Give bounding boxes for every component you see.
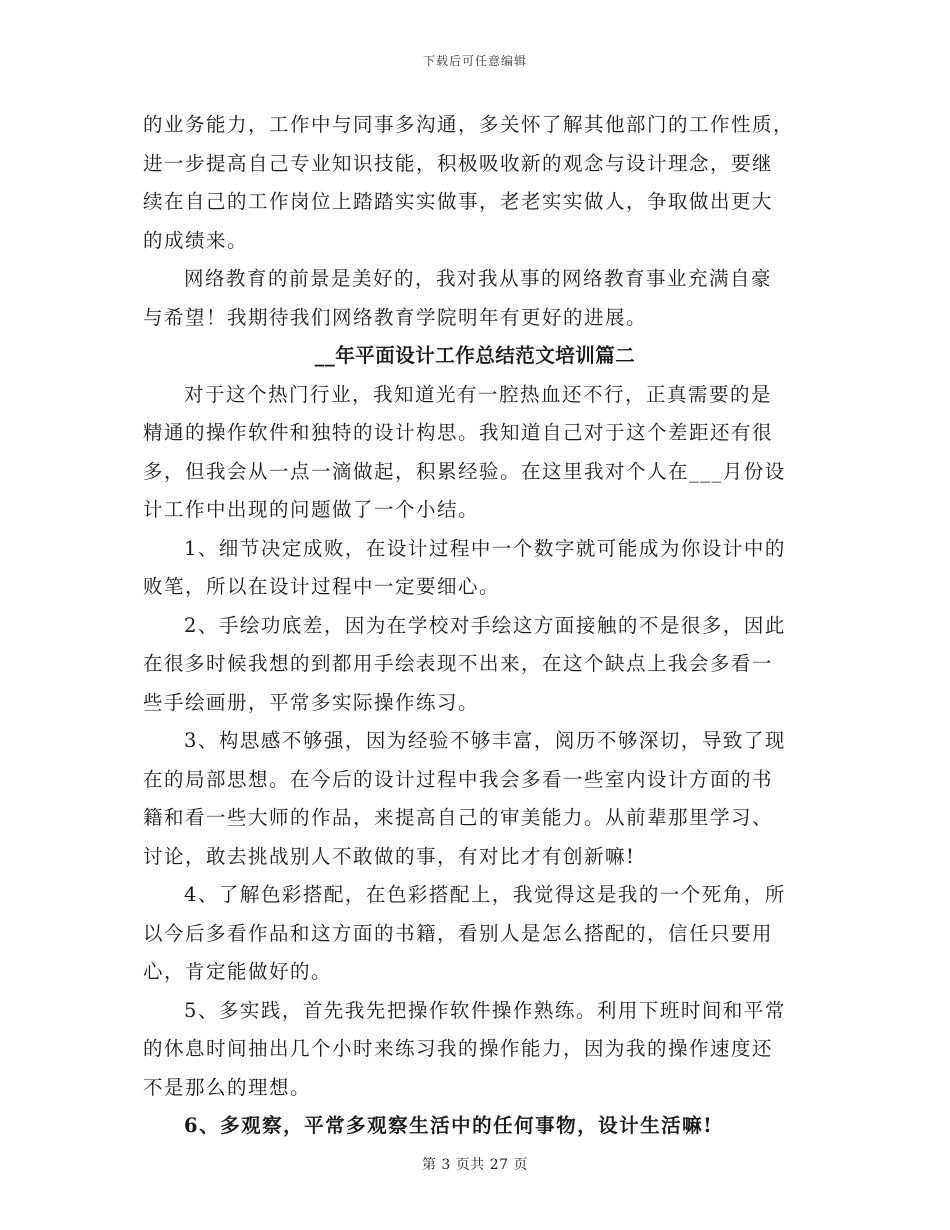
text-line: 的休息时间抽出几个小时来练习我的操作能力，因为我的操作速度还 (143, 1037, 774, 1060)
text-line: 以今后多看作品和这方面的书籍，看别人是怎么搭配的，信任只要用 (143, 921, 774, 945)
text-line: 1、细节决定成败，在设计过程中一个数字就可能成为你设计中的 (184, 536, 786, 560)
text-line: 5、多实践，首先我先把操作软件操作熟练。利用下班时间和平常 (184, 998, 786, 1022)
page-header: 下载后可任意编辑 (422, 54, 527, 68)
text-line: 不是那么的理想。 (143, 1075, 312, 1099)
text-line: 多，但我会从一点一滴做起，积累经验。在这里我对个人在___月份设 (143, 459, 786, 483)
text-line: 6、多观察，平常多观察生活中的任何事物，设计生活嘛! (184, 1114, 714, 1137)
paragraph-continuation (143, 106, 807, 260)
paragraph-item-6 (143, 1107, 807, 1146)
text-line: 在很多时候我想的到都用手绘表现不出来，在这个缺点上我会多看一 (143, 652, 774, 675)
paragraph-intro (143, 376, 807, 530)
text-line: 计工作中出现的问题做了一个小结。 (143, 498, 480, 521)
heading-text: __年平面设计工作总结范文培训篇二 (314, 344, 636, 367)
section-heading (143, 337, 807, 376)
text-line: 与希望！我期待我们网络教育学院明年有更好的进展。 (143, 305, 648, 329)
text-line: 籍和看一些大师的作品，来提高自己的审美能力。从前辈那里学习、 (143, 806, 774, 829)
paragraph-outlook (143, 260, 807, 337)
text-line: 在的局部思想。在今后的设计过程中我会多看一些室内设计方面的书 (143, 767, 774, 791)
text-line: 进一步提高自己专业知识技能，积极吸收新的观念与设计理念，要继 (143, 151, 774, 175)
paragraph-item-3 (143, 722, 807, 876)
text-line: 续在自己的工作岗位上踏踏实实做事，老老实实做人，争取做出更大 (143, 190, 774, 213)
paragraph-item-4 (143, 876, 807, 992)
text-line: 对于这个热门行业，我知道光有一腔热血还不行，正真需要的是 (184, 382, 773, 406)
text-line: 些手绘画册，平常多实际操作练习。 (143, 690, 480, 714)
text-line: 心，肯定能做好的。 (143, 960, 333, 983)
text-line: 4、了解色彩搭配，在色彩搭配上，我觉得这是我的一个死角，所 (184, 883, 786, 906)
text-line: 的业务能力，工作中与同事多沟通，多关怀了解其他部门的工作性质， (143, 113, 795, 136)
text-line: 精通的操作软件和独特的设计构思。我知道自己对于这个差距还有很 (143, 421, 774, 444)
paragraph-item-1 (143, 530, 807, 607)
text-line: 讨论，敢去挑战别人不敢做的事，有对比才有创新嘛! (143, 844, 636, 868)
paragraph-item-2 (143, 607, 807, 723)
page-footer: 第 3 页共 27 页 (421, 1157, 529, 1173)
paragraph-item-5 (143, 992, 807, 1108)
text-line: 3、构思感不够强，因为经验不够丰富，阅历不够深切，导致了现 (184, 729, 786, 752)
document-body (143, 106, 807, 1146)
text-line: 败笔，所以在设计过程中一定要细心。 (143, 575, 501, 598)
text-line: 的成绩来。 (143, 228, 249, 252)
text-line: 网络教育的前景是美好的，我对我从事的网络教育事业充满自豪 (184, 267, 773, 290)
text-line: 2、手绘功底差，因为在学校对手绘这方面接触的不是很多，因此 (184, 613, 786, 637)
